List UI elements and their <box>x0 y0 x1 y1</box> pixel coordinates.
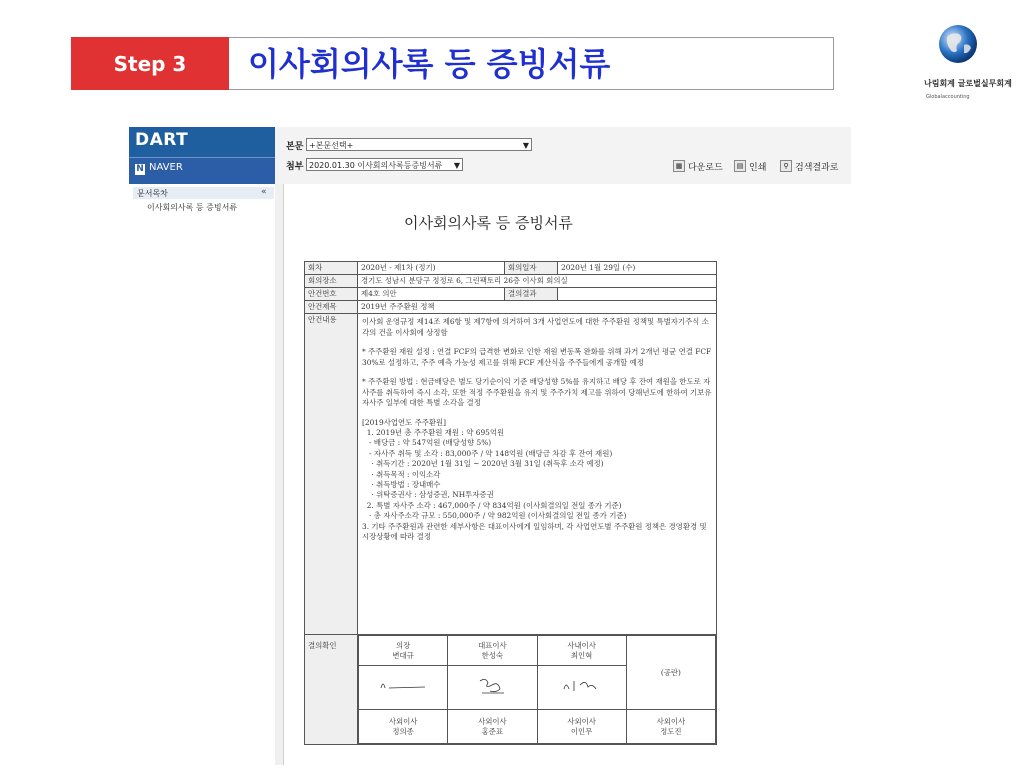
search-results-button[interactable] <box>780 158 838 174</box>
signer-inside-director: 사내이사 최인혁 <box>537 636 626 666</box>
attach-label: 첨부 <box>286 162 304 172</box>
agenda-title-label: 안건제목 <box>305 301 358 314</box>
signature-area <box>358 635 717 745</box>
toc-title: 문서목차 <box>137 189 168 198</box>
signature-grid <box>358 635 716 744</box>
company-icon: N <box>136 164 144 174</box>
content-list-item: - 배당금 : 약 547억원 (배당성향 5%) <box>362 438 492 448</box>
agenda-no-value: 제4호 의안 <box>358 288 505 301</box>
signature-label: 결의확인 <box>305 635 358 745</box>
download-button[interactable] <box>673 158 723 174</box>
content-list-item: · 총 자사주소각 규모 : 550,000주 / 약 982억원 (이사회결의일 전일 종가 기준) <box>362 511 627 521</box>
content-list-item: · 취득방법 : 장내매수 <box>362 479 441 489</box>
attach-select-value: 2020.01.30 이사회의사록등증빙서류 <box>309 161 443 170</box>
signer-outside-director: 사외이사 이인무 <box>537 710 626 744</box>
page-title: 이사회의사록 등 증빙서류 <box>248 45 611 83</box>
chevron-down-icon: ▼ <box>522 141 529 150</box>
company-name: NAVER <box>149 162 183 173</box>
signature-mark <box>448 666 537 710</box>
logo-text: 나림회계 글로벌실무회계 <box>924 79 1012 88</box>
dart-logo[interactable]: DART <box>135 130 189 150</box>
signer-outside-director: 사외이사 정도진 <box>626 710 715 744</box>
document-title: 이사회의사록 등 증빙서류 <box>404 214 573 232</box>
chevron-down-icon: ▼ <box>453 161 460 170</box>
print-button[interactable] <box>734 158 766 174</box>
vacant-cell: (공란) <box>626 636 715 710</box>
agenda-title-value: 2019년 주주환원 정책 <box>358 301 717 314</box>
signature-mark <box>359 666 448 710</box>
toc-sidebar <box>129 184 276 765</box>
minutes-table <box>304 261 717 745</box>
download-label: 다운로드 <box>688 162 723 173</box>
toc-item[interactable]: 이사회의사록 등 증빙서류 <box>147 203 238 212</box>
agenda-content <box>358 314 717 635</box>
place-value: 경기도 성남시 분당구 정정로 6, 그린팩토리 26층 이사회 회의실 <box>358 275 717 288</box>
print-label: 인쇄 <box>749 162 767 173</box>
session-label: 회차 <box>305 262 358 275</box>
save-disk-icon: ▦ <box>673 160 685 172</box>
signer-outside-director: 사외이사 홍준표 <box>448 710 537 744</box>
result-value <box>558 288 717 301</box>
session-value: 2020년 - 제1차 (정기) <box>358 262 505 275</box>
agenda-no-label: 안건번호 <box>305 288 358 301</box>
signature-mark <box>537 666 626 710</box>
content-list-item: · 취득기간 : 2020년 1월 31일 ~ 2020년 3월 31일 (취득후 소각 예정) <box>362 459 604 469</box>
content-list-item: - 자사주 취득 및 소각 : 83,000주 / 약 148억원 (배당금 차감 후 잔여 재원) <box>362 448 613 458</box>
content-paragraph: * 주주환원 방법 : 현금배당은 별도 당기순이익 기준 배당성향 5%를 유지하고 배당 후 잔여 재원을 한도로 자사주를 취득하여 즉시 소각, 또한 적정 주주환원을 유지 및 주주가치 제고를 위하여 당해년도에 한하여 기보유 자사주 일부에 대한 특별 소각을 결정 <box>362 377 712 407</box>
signer-ceo: 대표이사 한성숙 <box>448 636 537 666</box>
content-paragraph: * 주주환원 재원 설정 : 연결 FCF의 급격한 변화로 인한 재원 변동폭 완화를 위해 과거 2개년 평균 연결 FCF 30%로 설정하고, 주주 예측 가능성 제고를 위해 FCF 계산식을 주주들에게 공개할 예정 <box>362 347 712 367</box>
result-label: 결의결과 <box>505 288 558 301</box>
signer-chair: 의장 변대규 <box>359 636 448 666</box>
collapse-sidebar-icon[interactable]: « <box>261 187 267 197</box>
content-paragraph: 이사회 운영규정 제14조 제6항 및 제7항에 의거하여 3개 사업연도에 대한 주주환원 정책및 특별자기주식 소각의 건을 이사회에 상정함 <box>362 317 709 337</box>
place-label: 회의장소 <box>305 275 358 288</box>
date-value: 2020년 1월 29일 (수) <box>558 262 717 275</box>
search-icon: ⚲ <box>780 160 792 172</box>
step-badge: Step 3 <box>71 37 229 90</box>
printer-icon: ▤ <box>734 160 746 172</box>
content-list-item: 3. 기타 주주환원과 관련한 세부사항은 대표이사에게 일임하며, 각 사업연도별 주주환원 정책은 경영환경 및 시장상황에 따라 결정 <box>362 521 707 541</box>
content-list-item: 2. 특별 자사주 소각 : 467,000주 / 약 834억원 (이사회결의일 전일 종가 기준) <box>362 500 622 510</box>
search-results-label: 검색결과로 <box>795 162 839 173</box>
logo-subtext: Globalaccounting <box>926 94 970 100</box>
signer-outside-director: 사외이사 정의종 <box>359 710 448 744</box>
attach-select[interactable] <box>306 158 463 171</box>
main-doc-select[interactable] <box>306 138 532 151</box>
content-list-item: [2019사업연도 주주환원] <box>362 417 447 427</box>
sidebar-splitter[interactable] <box>275 184 284 765</box>
main-doc-select-value: +본문선택+ <box>309 141 354 150</box>
content-list-item: 1. 2019년 총 주주환원 재원 : 약 695억원 <box>362 427 505 437</box>
main-label: 본문 <box>286 142 304 152</box>
content-list-item: · 위탁증권사 : 삼성증권, NH투자증권 <box>362 490 494 500</box>
content-list-item: · 취득목적 : 이익소각 <box>362 469 441 479</box>
date-label: 회의일자 <box>505 262 558 275</box>
globe-logo-icon <box>937 23 979 65</box>
content-label: 안건내용 <box>305 314 358 635</box>
dart-viewer <box>129 127 851 765</box>
